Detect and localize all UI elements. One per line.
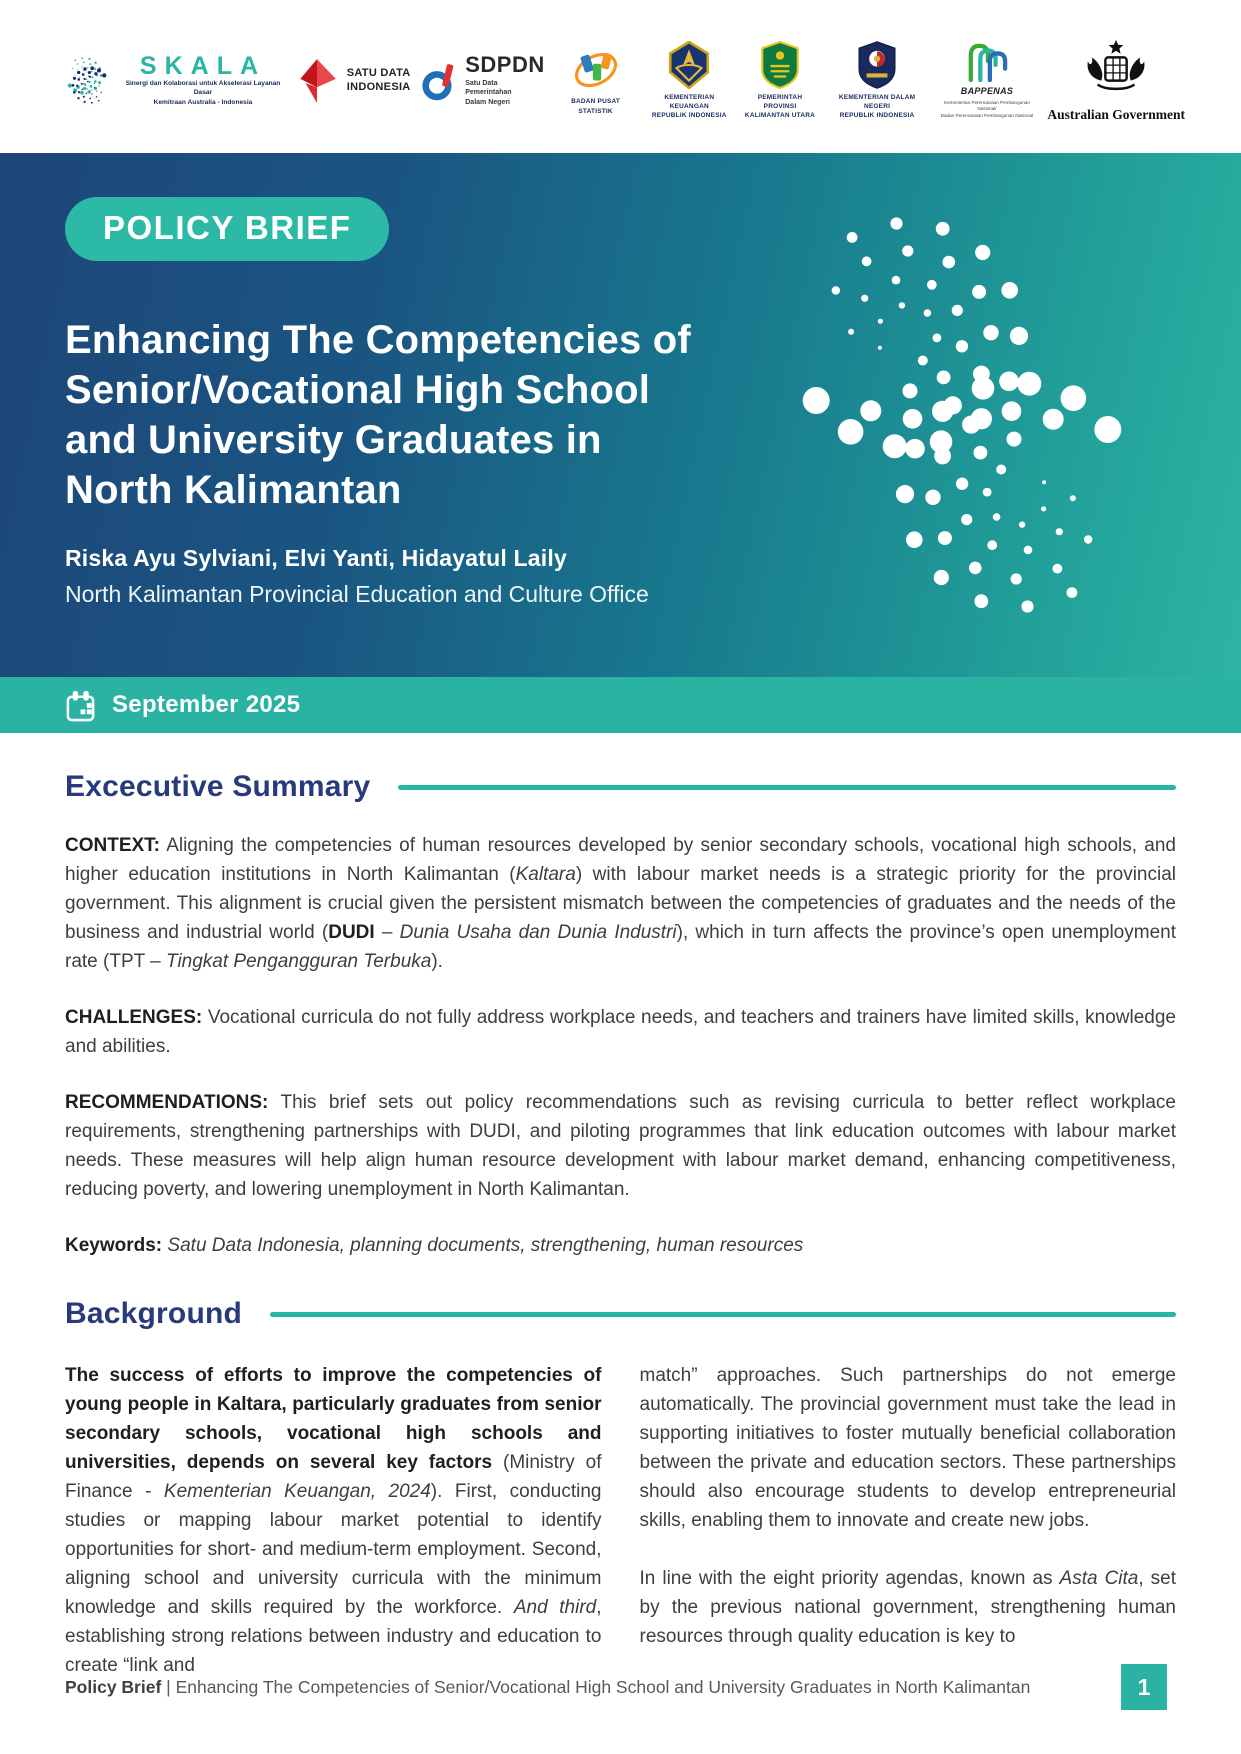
calendar-icon: [64, 689, 97, 722]
sdpdn-icon: [421, 61, 457, 101]
page-number-badge: 1: [1121, 1664, 1167, 1710]
date-band: [0, 677, 1241, 733]
logo-sdpdn: [421, 51, 546, 107]
kemendagri-caption: KEMENTERIAN DALAM NEGERI REPUBLIK INDONESIA: [838, 93, 916, 120]
satu-data-diamond-icon: [296, 57, 338, 105]
logo-kemendagri: [828, 41, 927, 120]
background-left-column: [65, 1361, 602, 1680]
logo-satu-data-indonesia: [296, 57, 411, 105]
kemenkeu-caption: KEMENTERIAN KEUANGAN REPUBLIK INDONESIA: [651, 93, 727, 120]
background-title: Background: [65, 1297, 243, 1330]
background-paragraph: match” approaches. Such partnerships do not emerge automatically. The provincial government must take the lead in supporting initiatives to foster mutually beneficial collaboration between the private and education sectors. These partnerships should also encourage students to develop entrepreneurial skills, enabling them to innovate and create new jobs.: [639, 1365, 1176, 1531]
challenges-paragraph: CHALLENGES: Vocational curricula do not fully address workplace needs, and teachers and trainers have limited skills, knowledge and abilities.: [65, 1007, 1176, 1057]
australian-coat-of-arms-icon: [1062, 38, 1170, 100]
keywords-line: Keywords: Satu Data Indonesia, planning documents, strengthening, human resources: [65, 1235, 804, 1256]
recommendations-paragraph: RECOMMENDATIONS: This brief sets out policy recommendations such as revising curricula to better reflect workplace requirements, strengthening partnerships with DUDI, and piloting programmes that link education outcomes with labour market needs. These measures will help align human resource development with labour market demand, enhancing competitiveness, reducing poverty, and lowering unemployment in North Kalimantan.: [65, 1092, 1176, 1200]
background-paragraph: In line with the eight priority agendas, known as Asta Cita, set by the previous national government, strengthening human resources through quality education is key to: [639, 1568, 1176, 1647]
background-paragraph: The success of efforts to improve the competencies of young people in Kaltara, particularly graduates from senior secondary schools, vocational high schools and universities, depends on several key factors (Ministry of Finance - Kementerian Keuangan, 2024). First, conducting studies or mapping labour market potential to identify opportunities for short- and medium-term employment. Second, aligning school and university curricula with the minimum knowledge and skills required by the workforce. And third, establishing strong relations between industry and education to create “link and: [65, 1365, 602, 1676]
logo-bps: [555, 45, 636, 115]
australian-government-caption: Australian Government: [1047, 107, 1185, 122]
logo-kemenkeu: [646, 41, 732, 120]
skala-dot-spiral-icon: [62, 54, 111, 106]
kaltara-shield-icon: [760, 41, 800, 89]
title-line-2: Senior/Vocational High School: [65, 368, 651, 412]
satu-data-logo-text: SATU DATA INDONESIA: [346, 66, 411, 93]
bappenas-wordmark: BAPPENAS: [960, 85, 1014, 96]
publication-date: September 2025: [112, 691, 301, 718]
background-heading: [65, 1297, 1176, 1331]
dot-spiral-graphic: [717, 165, 1197, 665]
logo-pemprov-kaltara: [742, 41, 817, 120]
bappenas-icon: [963, 42, 1011, 82]
heading-rule: [270, 1312, 1176, 1317]
authors: Riska Ayu Sylviani, Elvi Yanti, Hidayatul Laily: [65, 545, 567, 571]
context-paragraph: CONTEXT: Aligning the competencies of human resources developed by senior secondary schools, vocational high schools, and higher education institutions in North Kalimantan (Kaltara) with labour market needs is a strategic priority for the provincial government. This alignment is crucial given the persistent mismatch between the competencies of graduates and the needs of the business and industrial world (DUDI – Dunia Usaha dan Dunia Industri), which in turn affects the province’s open unemployment rate (TPT – Tingkat Pengangguran Terbuka).: [65, 835, 1176, 972]
logo-australian-government: [1047, 38, 1185, 123]
footer-title-line: Policy Brief | Enhancing The Competencies of Senior/Vocational High School and University Graduates in North Kalimantan: [65, 1676, 1031, 1697]
skala-logo-text: [120, 51, 286, 108]
executive-summary-title: Excecutive Summary: [65, 770, 371, 803]
page-footer: [65, 1664, 1167, 1710]
bps-caption: BADAN PUSAT STATISTIK: [571, 98, 621, 115]
bappenas-caption: Kementerian Perencanaan Pembangunan Nasional/ Badan Perencanaan Pembangunan Nasional: [940, 99, 1034, 118]
logo-skala: [62, 51, 286, 108]
skala-tagline: Sinergi dan Kolaborasi untuk Akselerasi Layanan Dasar Kemitraan Australia - Indonesia: [125, 79, 281, 106]
title-line-3: and University Graduates in: [65, 418, 602, 462]
kemendagri-shield-icon: [857, 41, 897, 89]
logo-strip: [0, 0, 1241, 153]
skala-wordmark: SKALA: [139, 51, 267, 80]
logo-bappenas: [937, 42, 1038, 119]
kaltara-caption: PEMERINTAH PROVINSI KALIMANTAN UTARA: [744, 93, 816, 120]
policy-brief-badge: POLICY BRIEF: [65, 197, 389, 261]
background-right-column: [640, 1361, 1177, 1680]
title-line-1: Enhancing The Competencies of: [65, 318, 691, 362]
banner: [0, 153, 1241, 677]
main-content: [0, 770, 1241, 1680]
sdpdn-logo-text: SDPDN Satu Data Pemerintahan Dalam Negeri: [465, 51, 545, 106]
kemenkeu-shield-icon: [668, 41, 710, 89]
background-columns: [65, 1361, 1176, 1680]
title-line-4: North Kalimantan: [65, 468, 402, 512]
bps-icon: [572, 45, 620, 93]
executive-summary-heading: [65, 770, 1176, 804]
affiliation: North Kalimantan Provincial Education and Culture Office: [65, 581, 649, 607]
heading-rule: [398, 785, 1176, 790]
